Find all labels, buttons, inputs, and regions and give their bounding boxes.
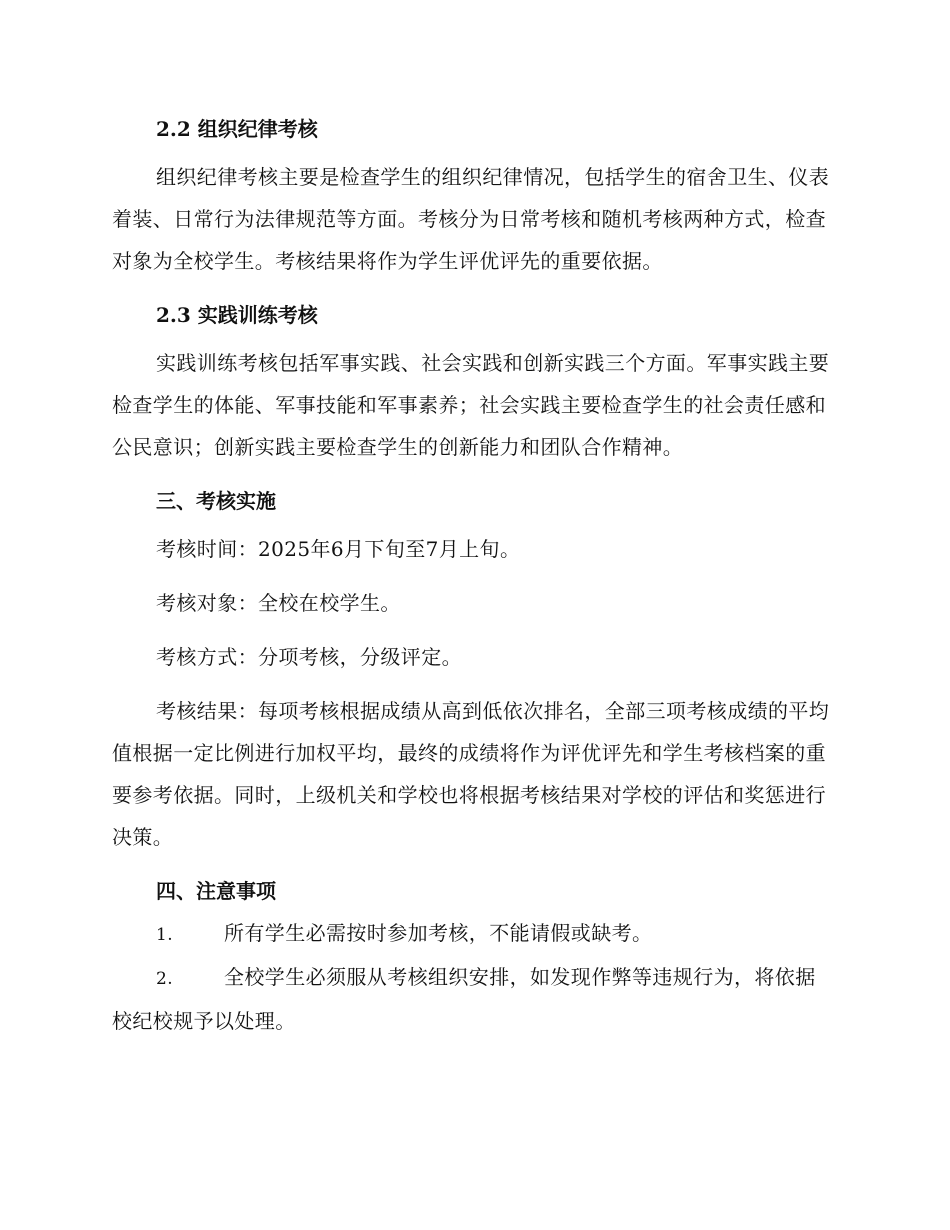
list-item (112, 912, 832, 956)
section-heading-3: 三、考核实施 (156, 489, 276, 513)
list-item-text: 全校学生必须服从考核组织安排，如发现作弊等违规行为，将依据校纪校规予以处理。 (112, 965, 816, 1033)
list-item-number: 2. (156, 969, 174, 989)
assessment-method: 考核方式：分项考核，分级评定。 (156, 645, 462, 669)
list-item (112, 956, 832, 1042)
assessment-time: 考核时间：2025年6月下旬至7月上旬。 (156, 537, 521, 561)
section-body-2-3: 实践训练考核包括军事实践、社会实践和创新实践三个方面。军事实践主要检查学生的体能、军事技能和军事素养；社会实践主要检查学生的社会责任感和公民意识；创新实践主要检查学生的创新能力和团队合作精神。 (112, 351, 830, 459)
section-heading-4: 四、注意事项 (156, 879, 276, 903)
assessment-result: 考核结果：每项考核根据成绩从高到低依次排名，全部三项考核成绩的平均值根据一定比例进行加权平均，最终的成绩将作为评优评先和学生考核档案的重要参考依据。同时，上级机关和学校也将根据考核结果对学校的评估和奖惩进行决策。 (112, 699, 830, 849)
list-item-number: 1. (156, 925, 174, 945)
assessment-target: 考核对象：全校在校学生。 (156, 591, 401, 615)
section-heading-2-3: 2.3 实践训练考核 (156, 303, 318, 327)
section-heading-2-2: 2.2 组织纪律考核 (156, 117, 318, 141)
document-content (112, 108, 832, 1042)
section-body-2-2: 组织纪律考核主要是检查学生的组织纪律情况，包括学生的宿舍卫生、仪表着装、日常行为法律规范等方面。考核分为日常考核和随机考核两种方式，检查对象为全校学生。考核结果将作为学生评优评先的重要依据。 (112, 165, 830, 273)
list-item-text: 所有学生必需按时参加考核，不能请假或缺考。 (224, 921, 653, 945)
